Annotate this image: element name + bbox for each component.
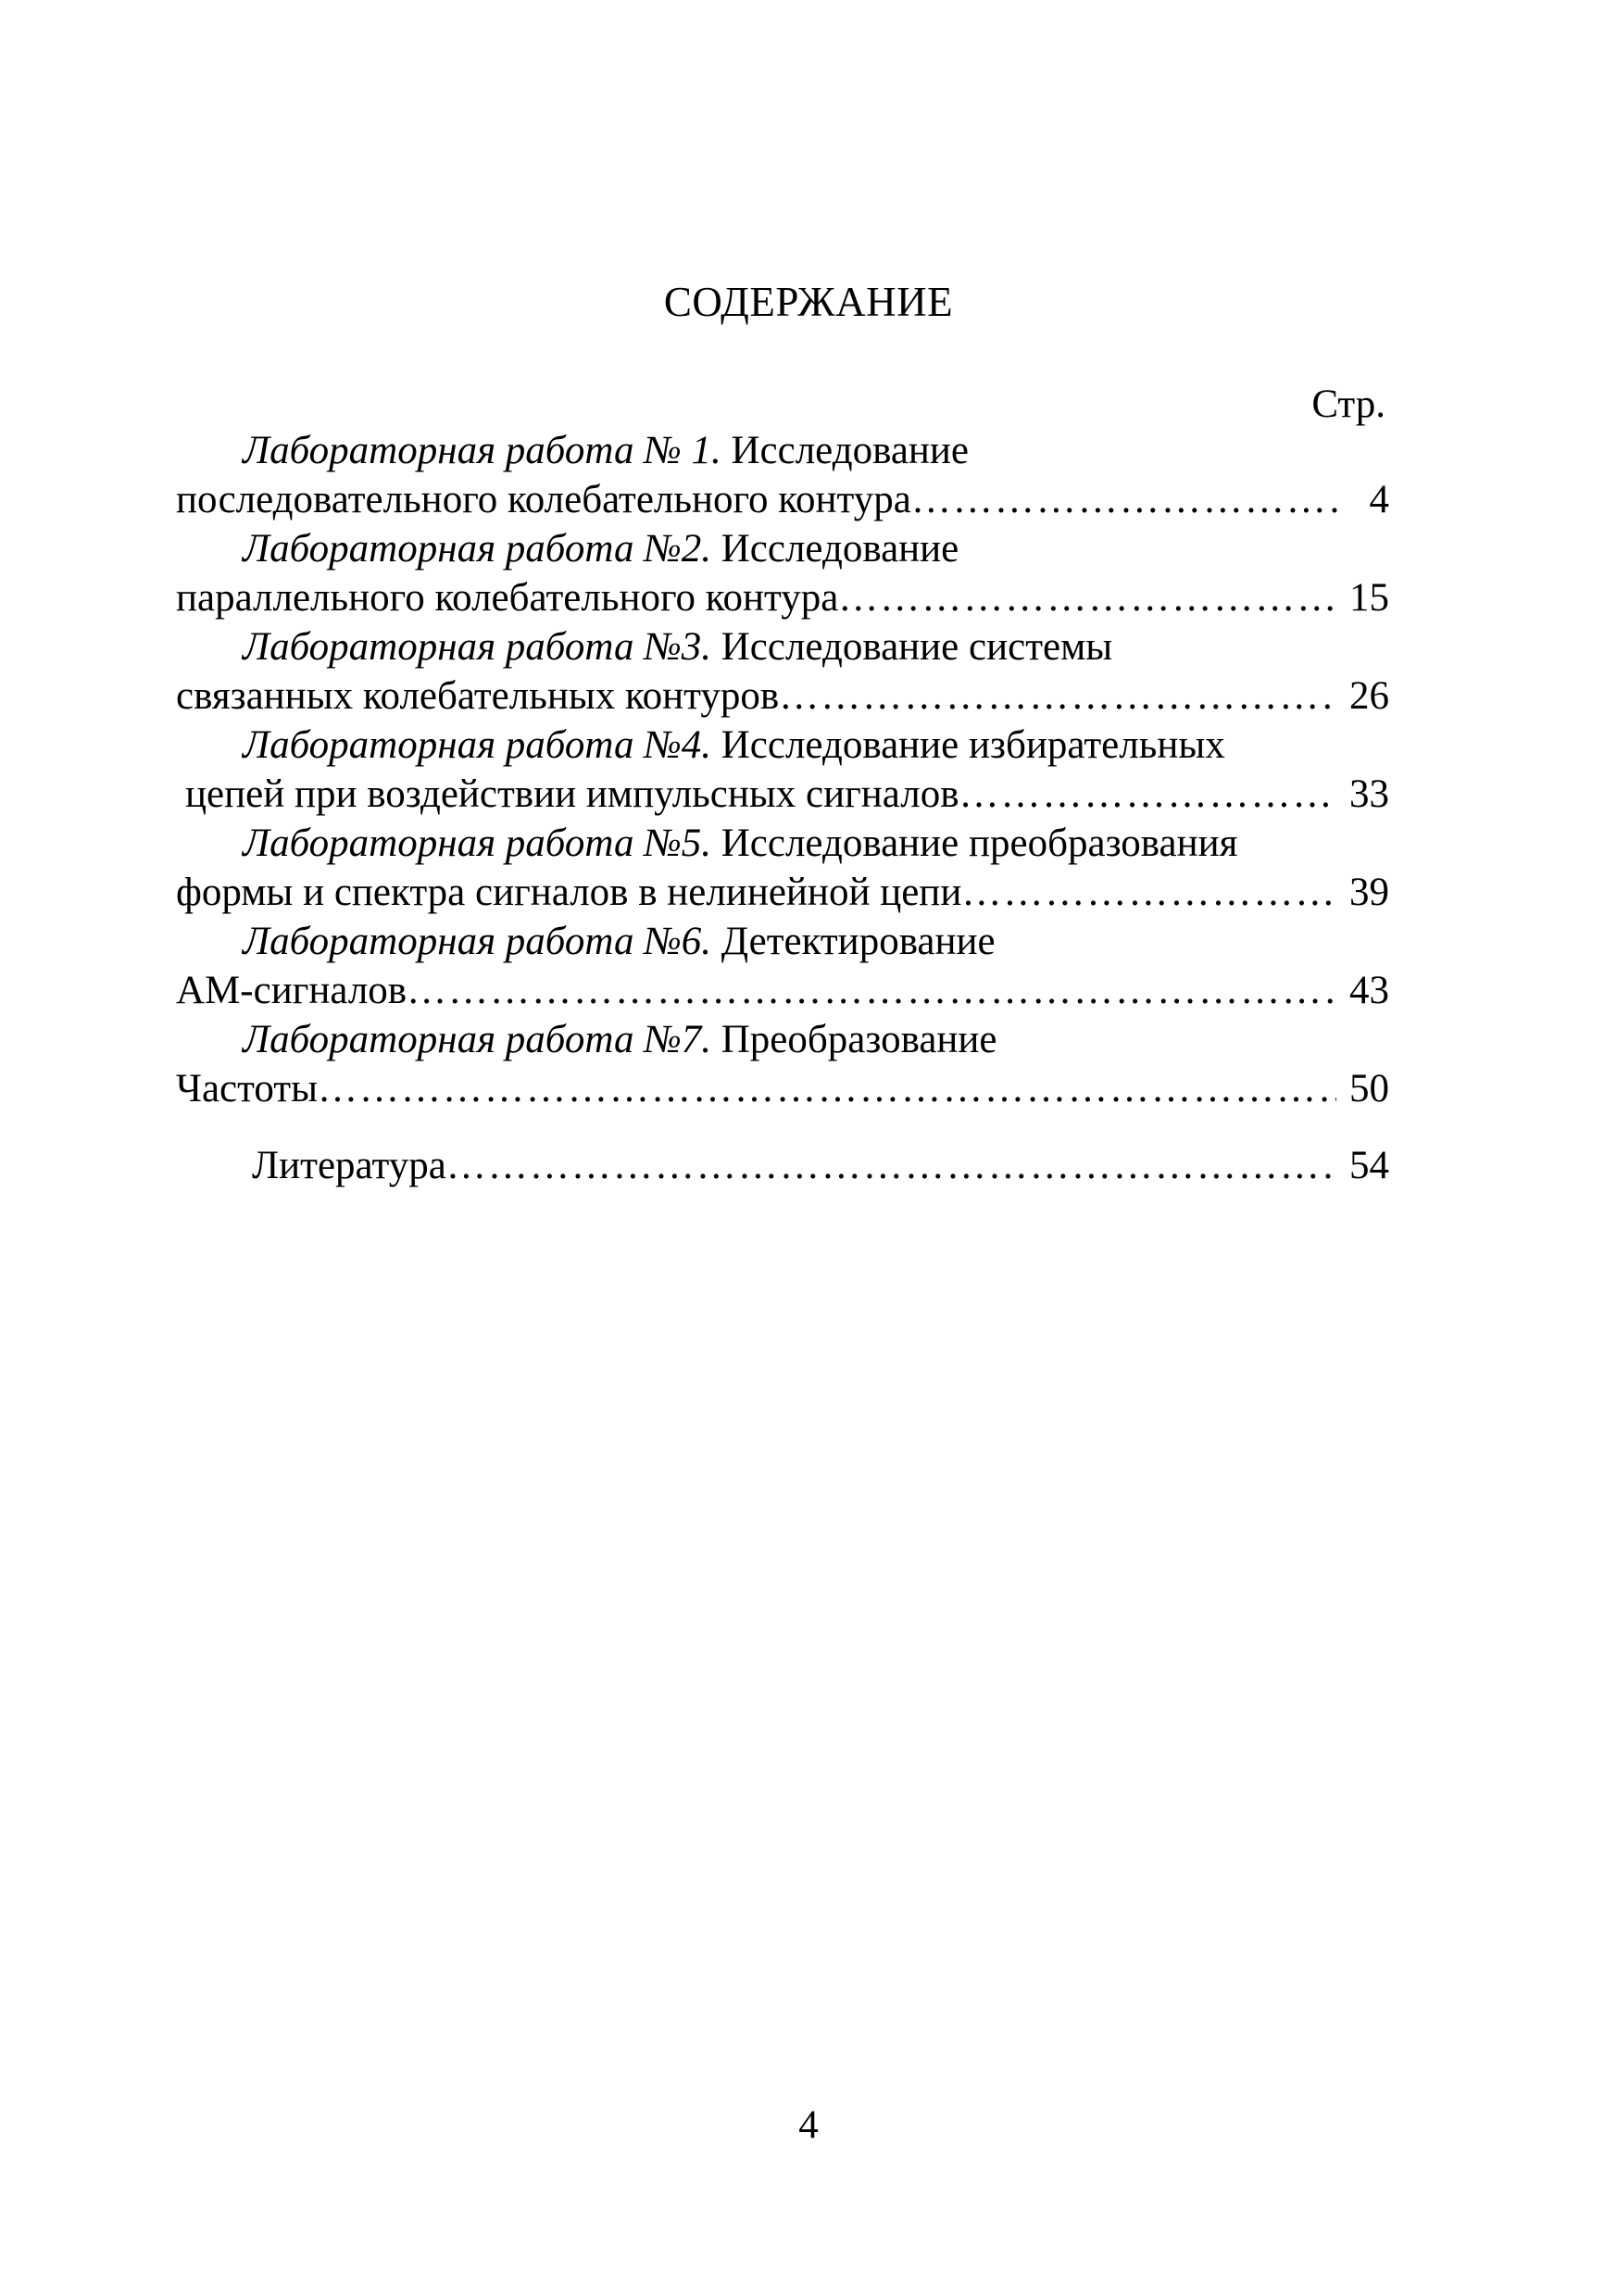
toc-entry-title-end: цепей при воздействии импульсных сигналов [185,772,959,816]
toc-entry-literature[interactable] [176,1141,1389,1190]
toc-entry-page: 50 [1349,1067,1389,1110]
toc-entry-lab-label: Лабораторная работа №2. [243,527,711,571]
toc-entry-page: 33 [1349,772,1389,816]
toc-entry-title-start: Исследование преобразования [711,822,1238,865]
toc-entry-title-start: Исследование системы [711,625,1113,669]
toc-entry-4[interactable] [176,721,1389,819]
toc-entry-7[interactable] [176,1015,1389,1113]
dot-leader [407,966,1336,1015]
toc-entry-lab-label: Лабораторная работа №3. [243,625,711,669]
toc-entry-title-end: АМ-сигналов [176,969,407,1012]
toc-entry-title-start: Исследование избирательных [711,723,1225,767]
page-column-label: Стр. [1311,383,1385,426]
toc-literature-label: Литература [252,1144,446,1187]
toc-entry-title-start: Преобразование [711,1018,997,1061]
page-title: СОДЕРЖАНИЕ [663,279,954,325]
toc-entry-lab-label: Лабораторная работа №5. [243,822,711,865]
toc-entry-lab-label: Лабораторная работа №6. [243,920,711,963]
toc-entry-3[interactable] [176,622,1389,721]
toc-entry-title-end: Частоты [176,1067,318,1110]
toc-entry-title-start: Исследование [721,429,970,472]
toc-entry-title-end: параллельного колебательного контура [176,576,839,620]
toc-entry-page: 43 [1349,969,1389,1012]
toc-entry-6[interactable] [176,917,1389,1015]
page-number: 4 [798,2103,819,2147]
toc-entry-page: 39 [1349,871,1389,914]
toc-entry-title-end: последовательного колебательного контура [176,478,911,521]
toc-entry-page: 4 [1369,478,1389,521]
toc-entry-2[interactable] [176,524,1389,622]
toc-entry-lab-label: Лабораторная работа №7. [243,1018,711,1061]
dot-leader [838,573,1336,622]
toc-entry-1[interactable] [176,426,1389,524]
dot-leader [959,770,1337,819]
dot-leader [779,671,1336,721]
toc-entry-5[interactable] [176,819,1389,917]
toc-entry-title-end: связанных колебательных контуров [176,674,780,718]
dot-leader [318,1064,1336,1113]
toc-entry-title-end: формы и спектра сигналов в нелинейной цепи [176,871,962,914]
dot-leader [446,1141,1336,1190]
table-of-contents [176,426,1389,1190]
toc-entry-page: 15 [1349,576,1389,620]
toc-entry-lab-label: Лабораторная работа № 1. [243,429,721,472]
toc-entry-title-start: Исследование [711,527,959,571]
toc-entry-title-start: Детектирование [711,920,996,963]
toc-entry-lab-label: Лабораторная работа №4. [243,723,711,767]
toc-literature-page: 54 [1349,1144,1389,1187]
toc-entry-page: 26 [1349,674,1389,718]
dot-leader [911,475,1339,524]
dot-leader [961,868,1336,917]
